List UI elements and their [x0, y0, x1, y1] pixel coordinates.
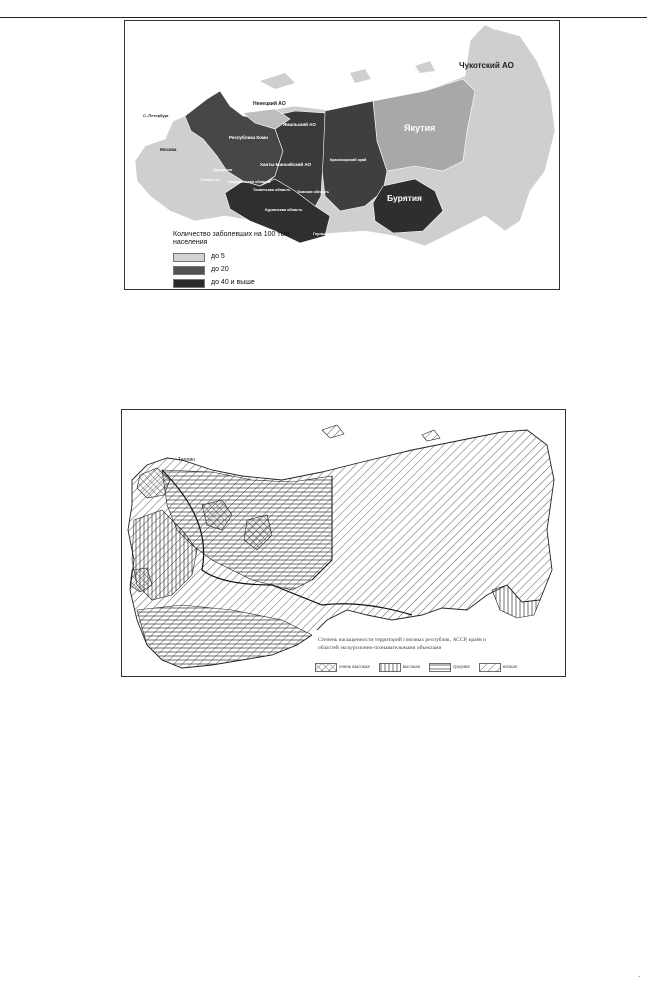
label-spb: С.-Петербург: [143, 113, 169, 118]
legend-row: [173, 278, 293, 288]
label-tomsk: Томская область: [297, 190, 329, 194]
legend-label: до 20: [211, 266, 229, 273]
legend-swatch-vertical: [379, 663, 401, 672]
legend-swatch-crosshatch: [315, 663, 337, 672]
legend-label: очень высокая: [339, 664, 370, 670]
legend-title: Степень насыщенности территорий союзных республик, АССР, краёв и областей экскурсионно-познавательными объектами: [318, 637, 486, 651]
legend-swatch-dark: [173, 279, 205, 288]
label-udmurtia: Удмуртия: [213, 167, 232, 172]
legend-label: до 40 и выше: [211, 279, 255, 286]
label-krasnoyarsk: Красноярский край: [330, 158, 367, 162]
label-buryatia: Бурятия: [387, 193, 423, 203]
page-mark: .: [638, 970, 641, 979]
legend-row: [173, 265, 293, 275]
legend-item: [379, 663, 420, 672]
legend-item: [429, 663, 470, 672]
map-legend: [315, 662, 560, 672]
label-tyva: Тыва: [345, 231, 357, 236]
legend-swatch-light: [173, 253, 205, 262]
header-rule: [0, 17, 647, 18]
label-nenets: Ненецкий АО: [253, 101, 286, 107]
map-legend: [173, 231, 293, 291]
legend-label: высокая: [402, 664, 420, 670]
label-yakutia: Якутия: [404, 123, 436, 133]
label-tatarstan: Татарстан: [200, 177, 221, 182]
legend-label: низкая: [502, 664, 517, 670]
label-tallinn: Таллин: [178, 457, 195, 463]
legend-row: [173, 252, 293, 262]
legend-swatch-diagonal: [479, 663, 501, 672]
legend-title: Количество заболевших на 100 тыс. населения: [173, 231, 292, 246]
label-khanty: Ханты-Мансийский АО: [260, 162, 312, 167]
label-komi: Республика Коми: [229, 135, 268, 140]
map-disease-incidence: [124, 20, 560, 290]
legend-swatch-horizontal: [429, 663, 451, 672]
map-excursion-density: [121, 409, 566, 677]
label-moscow: Москва: [160, 147, 177, 152]
legend-item: [479, 663, 517, 672]
legend-swatch-mid: [173, 266, 205, 275]
label-chukotka: Чукотский АО: [459, 61, 514, 70]
label-tyumen: Тюменская область: [253, 188, 291, 192]
legend-item: [315, 663, 370, 672]
legend-label: средняя: [452, 664, 470, 670]
label-yamal: Ямальский АО: [283, 122, 316, 127]
label-kurgan: Курганская область: [265, 208, 303, 212]
label-altai: Горный Алтай: [313, 232, 340, 236]
legend-label: до 5: [211, 253, 225, 260]
label-sverdlovsk: Свердловская область: [227, 180, 271, 184]
